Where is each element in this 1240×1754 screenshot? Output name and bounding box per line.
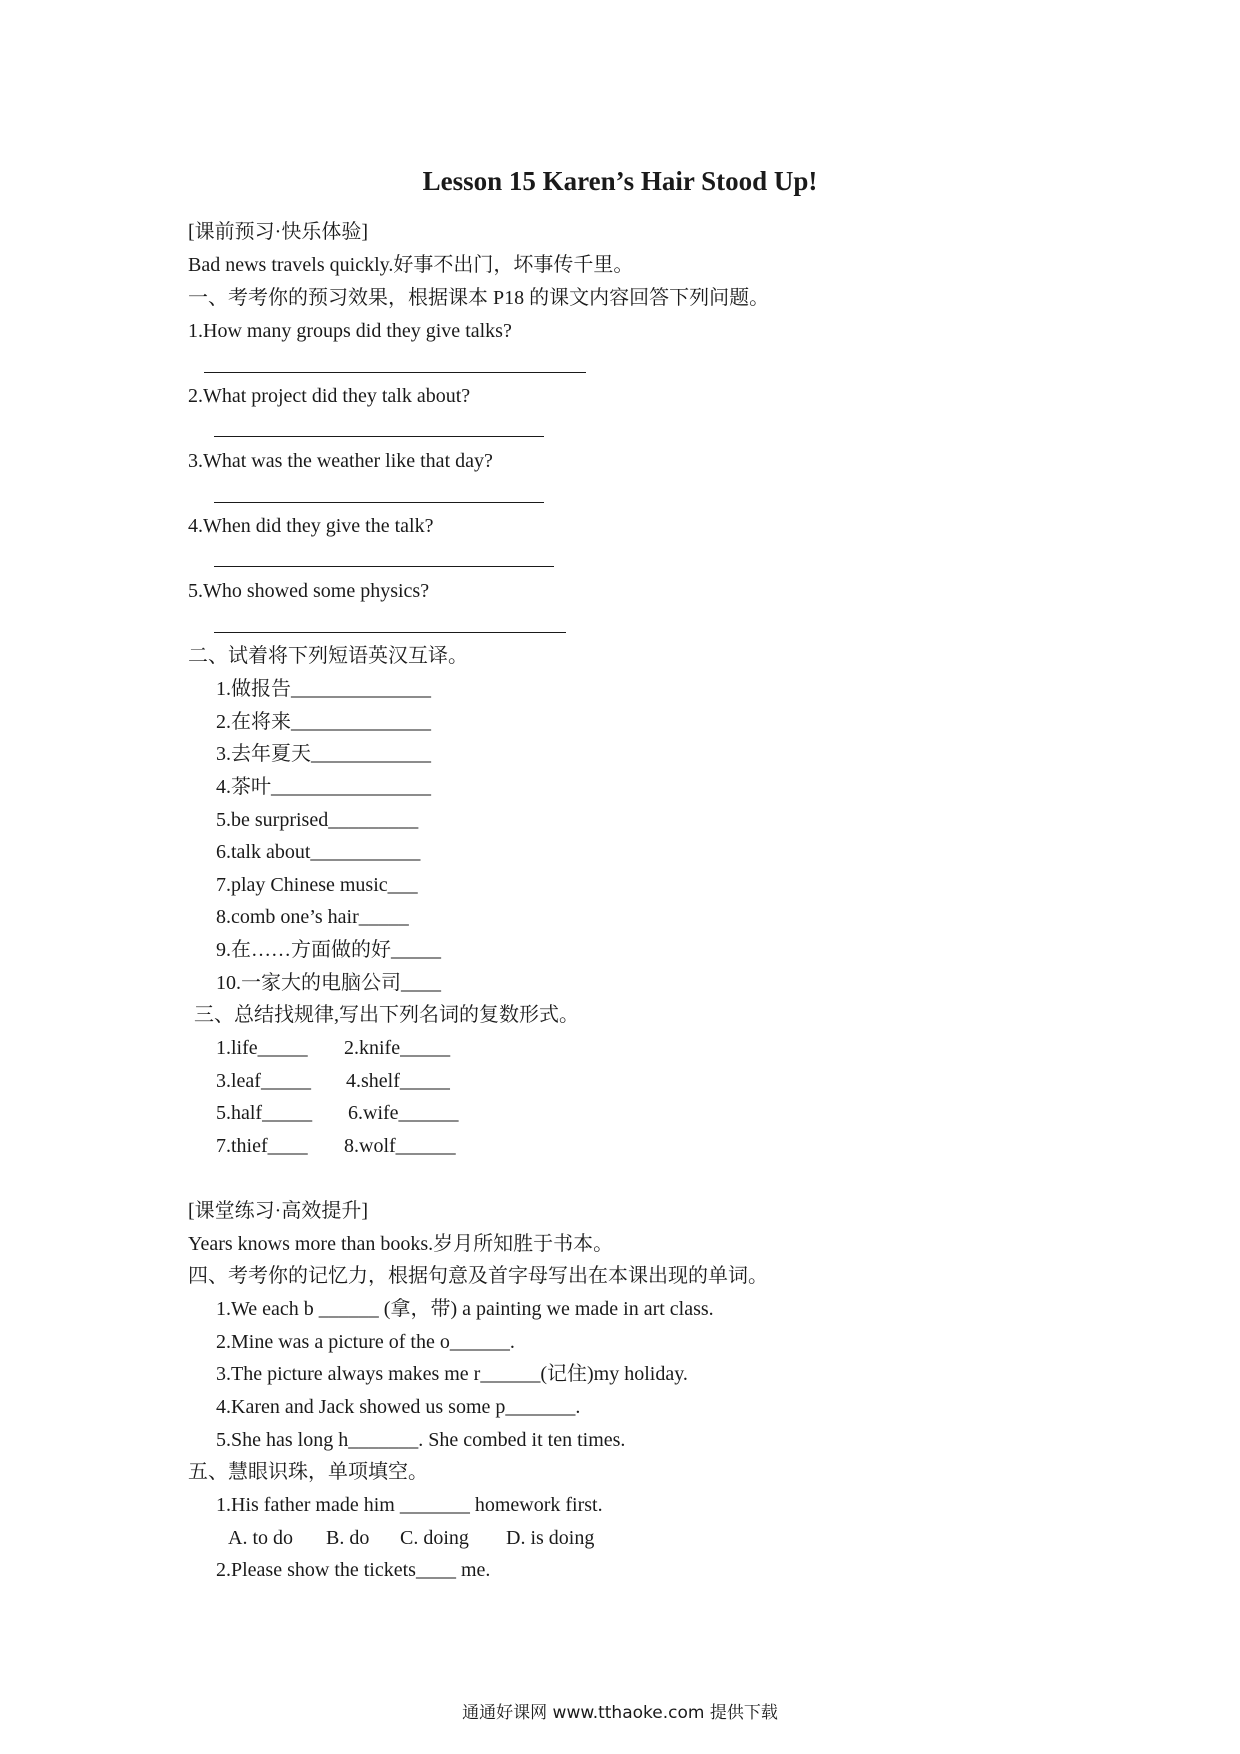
question-2: 2.What project did they talk about?	[188, 385, 471, 407]
part2-proverb: Years knows more than books.岁月所知胜于书本。	[188, 1233, 614, 1255]
word-item: 2.Mine was a picture of the o______.	[216, 1331, 515, 1353]
plural-item: 3.leaf_____	[216, 1070, 311, 1092]
plural-item: 7.thief____	[216, 1135, 308, 1157]
lesson-title: Lesson 15 Karen’s Hair Stood Up!	[422, 166, 818, 196]
word-item: 4.Karen and Jack showed us some p_______.	[216, 1396, 581, 1418]
phrase-item: 7.play Chinese music___	[216, 874, 418, 896]
choice-question-1: 1.His father made him _______ homework first.	[216, 1494, 603, 1516]
choice-question-2: 2.Please show the tickets____ me.	[216, 1559, 491, 1581]
plural-item: 4.shelf_____	[346, 1070, 450, 1092]
section3-title: 三、总结找规律,写出下列名词的复数形式。	[194, 1004, 579, 1026]
phrase-item: 3.去年夏天____________	[216, 743, 431, 765]
section5-title: 五、慧眼识珠，单项填空。	[188, 1461, 428, 1483]
question-4: 4.When did they give the talk?	[188, 515, 434, 537]
phrase-item: 9.在……方面做的好_____	[216, 939, 441, 961]
plural-item: 2.knife_____	[344, 1037, 451, 1059]
plural-item: 5.half_____	[216, 1102, 313, 1124]
answer-line-3[interactable]	[214, 502, 544, 503]
answer-line-4[interactable]	[214, 566, 554, 567]
section1-title: 一、考考你的预习效果，根据课本 P18 的课文内容回答下列问题。	[188, 287, 770, 309]
word-item: 5.She has long h_______. She combed it ten times.	[216, 1429, 626, 1451]
plural-item: 8.wolf______	[344, 1135, 456, 1157]
option-a[interactable]: A. to do	[228, 1527, 293, 1549]
answer-line-2[interactable]	[214, 436, 544, 437]
word-item: 1.We each b ______ (拿，带) a painting we made in art class.	[216, 1298, 714, 1320]
option-d[interactable]: D. is doing	[506, 1527, 595, 1549]
part1-header: [课前预习·快乐体验]	[188, 221, 368, 243]
phrase-item: 4.茶叶________________	[216, 776, 431, 798]
section2-title: 二、试着将下列短语英汉互译。	[188, 645, 468, 667]
phrase-item: 5.be surprised_________	[216, 809, 419, 831]
section4-title: 四、考考你的记忆力，根据句意及首字母写出在本课出现的单词。	[188, 1265, 768, 1287]
answer-line-1[interactable]	[204, 372, 586, 373]
option-c[interactable]: C. doing	[400, 1527, 469, 1549]
word-item: 3.The picture always makes me r______(记住)my holiday.	[216, 1363, 688, 1385]
plural-item: 6.wife______	[348, 1102, 459, 1124]
question-3: 3.What was the weather like that day?	[188, 450, 493, 472]
phrase-item: 6.talk about___________	[216, 841, 421, 863]
phrase-item: 1.做报告______________	[216, 678, 431, 700]
phrase-item: 10.一家大的电脑公司____	[216, 972, 441, 994]
footer-credit: 通通好课网 www.tthaoke.com 提供下载	[462, 1703, 778, 1723]
part1-proverb: Bad news travels quickly.好事不出门，坏事传千里。	[188, 254, 634, 276]
answer-line-5[interactable]	[214, 632, 566, 633]
part2-header: [课堂练习·高效提升]	[188, 1200, 368, 1222]
phrase-item: 8.comb one’s hair_____	[216, 906, 409, 928]
phrase-item: 2.在将来______________	[216, 711, 431, 733]
option-b[interactable]: B. do	[326, 1527, 370, 1549]
question-1: 1.How many groups did they give talks?	[188, 320, 512, 342]
question-5: 5.Who showed some physics?	[188, 580, 430, 602]
plural-item: 1.life_____	[216, 1037, 308, 1059]
